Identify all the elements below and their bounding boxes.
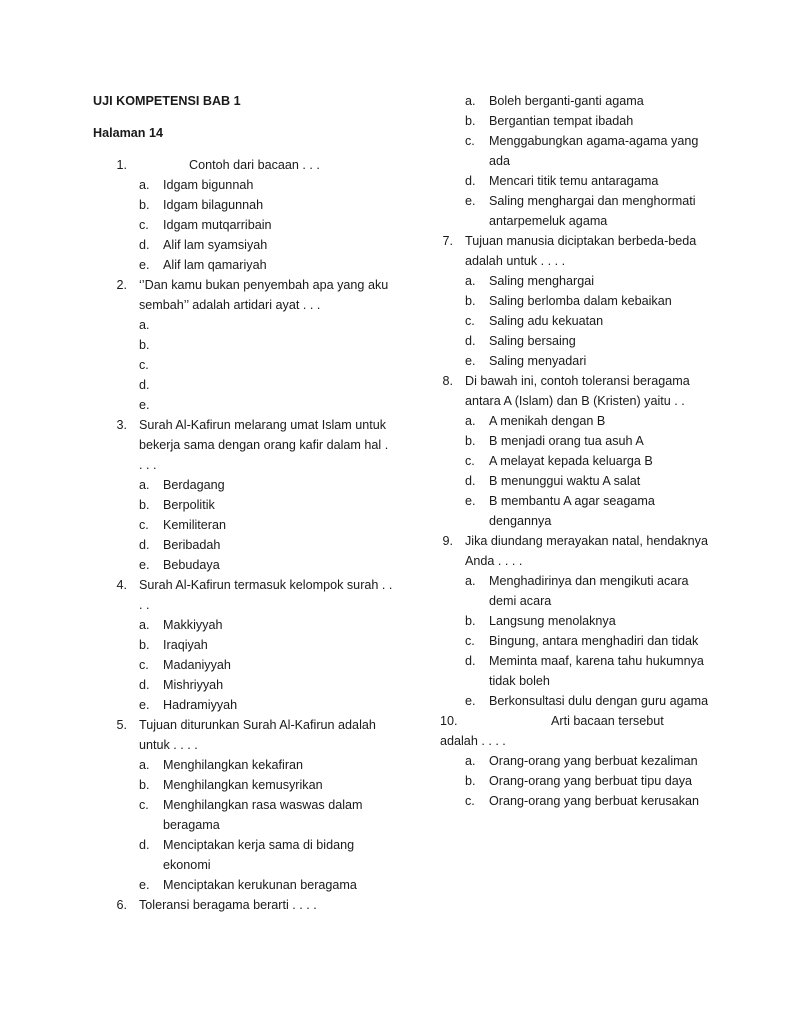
option-letter: d.: [139, 238, 150, 252]
question: [93, 895, 393, 915]
option-text: Saling menghargai: [489, 274, 595, 288]
option-text: Saling menyadari: [489, 354, 587, 368]
option-item: [440, 791, 710, 811]
option-item: [93, 755, 393, 775]
option-letter: e.: [139, 878, 150, 892]
option-letter: e.: [465, 194, 476, 208]
option-item: [440, 111, 710, 131]
option-text: Mencari titik temu antaragama: [489, 174, 659, 188]
option-item: [440, 491, 710, 531]
option-text: Idgam mutqarribain: [163, 218, 272, 232]
option-text: Bergantian tempat ibadah: [489, 114, 634, 128]
option-text: Saling bersaing: [489, 334, 576, 348]
options-list: [93, 755, 393, 895]
option-letter: a.: [139, 758, 150, 772]
option-text: Meminta maaf, karena tahu hukumnya tidak boleh: [489, 654, 704, 688]
option-item: [440, 651, 710, 691]
question: [93, 715, 393, 755]
option-text: Iraqiyah: [163, 638, 208, 652]
option-item: [440, 191, 710, 231]
option-item: [440, 351, 710, 371]
question: [440, 531, 710, 571]
option-letter: e.: [139, 698, 150, 712]
option-letter: c.: [465, 134, 475, 148]
option-letter: e.: [465, 494, 476, 508]
option-letter: b.: [139, 638, 150, 652]
option-text: Orang-orang yang berbuat kerusakan: [489, 794, 700, 808]
option-text: B menunggui waktu A salat: [489, 474, 641, 488]
question-text-line: Arti bacaan tersebut: [551, 714, 664, 728]
option-item: [440, 291, 710, 311]
options-list: [440, 571, 710, 711]
option-item: [440, 131, 710, 171]
page-title: UJI KOMPETENSI BAB 1: [93, 94, 241, 108]
option-letter: a.: [465, 414, 476, 428]
question-number: 9.: [442, 534, 453, 548]
option-letter: c.: [139, 798, 149, 812]
option-text: [163, 355, 393, 375]
option-text: Alif lam syamsiyah: [163, 238, 268, 252]
question-text: Surah Al-Kafirun melarang umat Islam untuk bekerja sama dengan orang kafir dalam hal . . . .: [139, 418, 389, 472]
option-letter: d.: [465, 174, 476, 188]
question: [93, 575, 393, 615]
option-text: B membantu A agar seagama dengannya: [489, 494, 655, 528]
option-letter: d.: [139, 838, 150, 852]
option-letter: c.: [139, 358, 149, 372]
option-item: [93, 475, 393, 495]
option-item: [93, 235, 393, 255]
option-item: [440, 631, 710, 651]
option-text: Menghadirinya dan mengikuti acara demi acara: [489, 574, 689, 608]
option-letter: b.: [465, 614, 476, 628]
option-item: [93, 195, 393, 215]
option-letter: c.: [139, 218, 149, 232]
option-item: [440, 411, 710, 431]
question: [93, 275, 393, 315]
option-item: [93, 635, 393, 655]
option-letter: d.: [465, 474, 476, 488]
option-item: [93, 255, 393, 275]
option-text: Idgam bilagunnah: [163, 198, 264, 212]
question: [93, 415, 393, 475]
option-letter: d.: [465, 334, 476, 348]
option-letter: e.: [465, 354, 476, 368]
option-item: [93, 175, 393, 195]
option-item: [93, 555, 393, 575]
option-text: Madaniyyah: [163, 658, 231, 672]
question-text: Jika diundang merayakan natal, hendaknya Anda . . . .: [465, 534, 708, 568]
option-item: [93, 335, 393, 355]
option-item: [440, 271, 710, 291]
option-letter: a.: [465, 274, 476, 288]
option-text: Saling menghargai dan menghormati antarpemeluk agama: [489, 194, 696, 228]
option-letter: b.: [139, 338, 150, 352]
option-text: B menjadi orang tua asuh A: [489, 434, 644, 448]
question-text: Surah Al-Kafirun termasuk kelompok surah . . . .: [139, 578, 393, 612]
question-text: Di bawah ini, contoh toleransi beragama antara A (Islam) dan B (Kristen) yaitu . .: [465, 374, 690, 408]
option-text: Berkonsultasi dulu dengan guru agama: [489, 694, 709, 708]
option-item: [440, 611, 710, 631]
option-letter: b.: [465, 774, 476, 788]
option-text: Menghilangkan rasa waswas dalam beragama: [163, 798, 363, 832]
option-letter: a.: [465, 574, 476, 588]
option-letter: a.: [139, 178, 150, 192]
option-text: Menghilangkan kekafiran: [163, 758, 304, 772]
option-letter: e.: [139, 398, 150, 412]
question-text: Contoh dari bacaan . . .: [189, 158, 320, 172]
option-text: Boleh berganti-ganti agama: [489, 94, 644, 108]
option-text: A melayat kepada keluarga B: [489, 454, 653, 468]
options-list: [440, 91, 710, 231]
option-text: Mishriyyah: [163, 678, 224, 692]
option-letter: d.: [139, 378, 150, 392]
option-text: Menciptakan kerukunan beragama: [163, 878, 357, 892]
option-letter: b.: [139, 778, 150, 792]
option-item: [93, 395, 393, 415]
option-text: Orang-orang yang berbuat tipu daya: [489, 774, 693, 788]
page-label: Halaman 14: [93, 126, 164, 140]
option-letter: e.: [139, 258, 150, 272]
question-text: Tujuan diturunkan Surah Al-Kafirun adalah untuk . . . .: [139, 718, 376, 752]
option-letter: c.: [465, 454, 475, 468]
option-text: [163, 315, 393, 335]
option-letter: c.: [465, 794, 475, 808]
question-number: 1.: [116, 158, 127, 172]
option-item: [93, 675, 393, 695]
option-item: [440, 431, 710, 451]
option-text: Bingung, antara menghadiri dan tidak: [489, 634, 699, 648]
option-text: Saling adu kekuatan: [489, 314, 604, 328]
options-list: [93, 615, 393, 715]
question: [93, 155, 393, 175]
option-item: [93, 775, 393, 795]
option-text: [163, 335, 393, 355]
option-item: [440, 311, 710, 331]
option-text: [163, 395, 393, 415]
option-item: [93, 835, 393, 875]
option-letter: b.: [139, 498, 150, 512]
question-number: 5.: [116, 718, 127, 732]
option-letter: b.: [465, 434, 476, 448]
option-letter: a.: [465, 754, 476, 768]
question-text: Tujuan manusia diciptakan berbeda-beda adalah untuk . . . .: [465, 234, 697, 268]
option-letter: b.: [465, 114, 476, 128]
question-text: Toleransi beragama berarti . . . .: [139, 898, 317, 912]
question-number: 3.: [116, 418, 127, 432]
option-item: [440, 171, 710, 191]
option-letter: c.: [465, 634, 475, 648]
option-item: [93, 515, 393, 535]
options-list: [93, 315, 393, 415]
option-item: [93, 315, 393, 335]
option-letter: b.: [139, 198, 150, 212]
options-list: [93, 175, 393, 275]
option-letter: c.: [139, 518, 149, 532]
option-text: Kemiliteran: [163, 518, 226, 532]
option-text: Hadramiyyah: [163, 698, 238, 712]
question: [440, 231, 710, 271]
option-item: [440, 451, 710, 471]
option-letter: c.: [139, 658, 149, 672]
option-item: [93, 695, 393, 715]
question-text-line: adalah . . . .: [440, 734, 506, 748]
option-letter: d.: [139, 538, 150, 552]
option-letter: e.: [465, 694, 476, 708]
option-text: Orang-orang yang berbuat kezaliman: [489, 754, 698, 768]
option-item: [440, 471, 710, 491]
question-number: 6.: [116, 898, 127, 912]
option-text: Alif lam qamariyah: [163, 258, 267, 272]
question-number: 7.: [442, 234, 453, 248]
option-item: [93, 875, 393, 895]
option-letter: a.: [139, 618, 150, 632]
option-text: Menciptakan kerja sama di bidang ekonomi: [163, 838, 355, 872]
option-letter: a.: [465, 94, 476, 108]
option-item: [440, 691, 710, 711]
option-letter: e.: [139, 558, 150, 572]
options-list: [440, 751, 710, 811]
options-list: [440, 411, 710, 531]
left-column: [93, 91, 393, 915]
options-list: [440, 271, 710, 371]
question-number: 2.: [116, 278, 127, 292]
option-item: [440, 771, 710, 791]
option-text: Beribadah: [163, 538, 221, 552]
option-item: [93, 355, 393, 375]
option-item: [93, 535, 393, 555]
question-number: 10.: [440, 714, 458, 728]
option-item: [440, 331, 710, 351]
options-list: [93, 475, 393, 575]
option-letter: a.: [139, 478, 150, 492]
option-text: Idgam bigunnah: [163, 178, 254, 192]
question: [440, 711, 710, 751]
question-number: 4.: [116, 578, 127, 592]
question-text: ‘’Dan kamu bukan penyembah apa yang aku sembah’’ adalah artidari ayat . . .: [139, 278, 389, 312]
option-item: [440, 91, 710, 111]
right-column: [440, 91, 710, 811]
option-item: [93, 655, 393, 675]
option-text: Bebudaya: [163, 558, 220, 572]
option-item: [93, 215, 393, 235]
option-item: [440, 571, 710, 611]
option-text: Langsung menolaknya: [489, 614, 616, 628]
option-letter: d.: [465, 654, 476, 668]
option-text: Berdagang: [163, 478, 225, 492]
option-text: Makkiyyah: [163, 618, 223, 632]
option-text: [163, 375, 393, 395]
option-item: [93, 795, 393, 835]
option-text: Menggabungkan agama-agama yang ada: [489, 134, 699, 168]
option-text: A menikah dengan B: [489, 414, 606, 428]
option-letter: c.: [465, 314, 475, 328]
option-text: Saling berlomba dalam kebaikan: [489, 294, 672, 308]
option-text: Menghilangkan kemusyrikan: [163, 778, 323, 792]
option-letter: b.: [465, 294, 476, 308]
option-item: [93, 615, 393, 635]
option-letter: d.: [139, 678, 150, 692]
option-letter: a.: [139, 318, 150, 332]
question: [440, 371, 710, 411]
option-item: [93, 495, 393, 515]
option-item: [440, 751, 710, 771]
question-number: 8.: [442, 374, 453, 388]
option-text: Berpolitik: [163, 498, 215, 512]
option-item: [93, 375, 393, 395]
